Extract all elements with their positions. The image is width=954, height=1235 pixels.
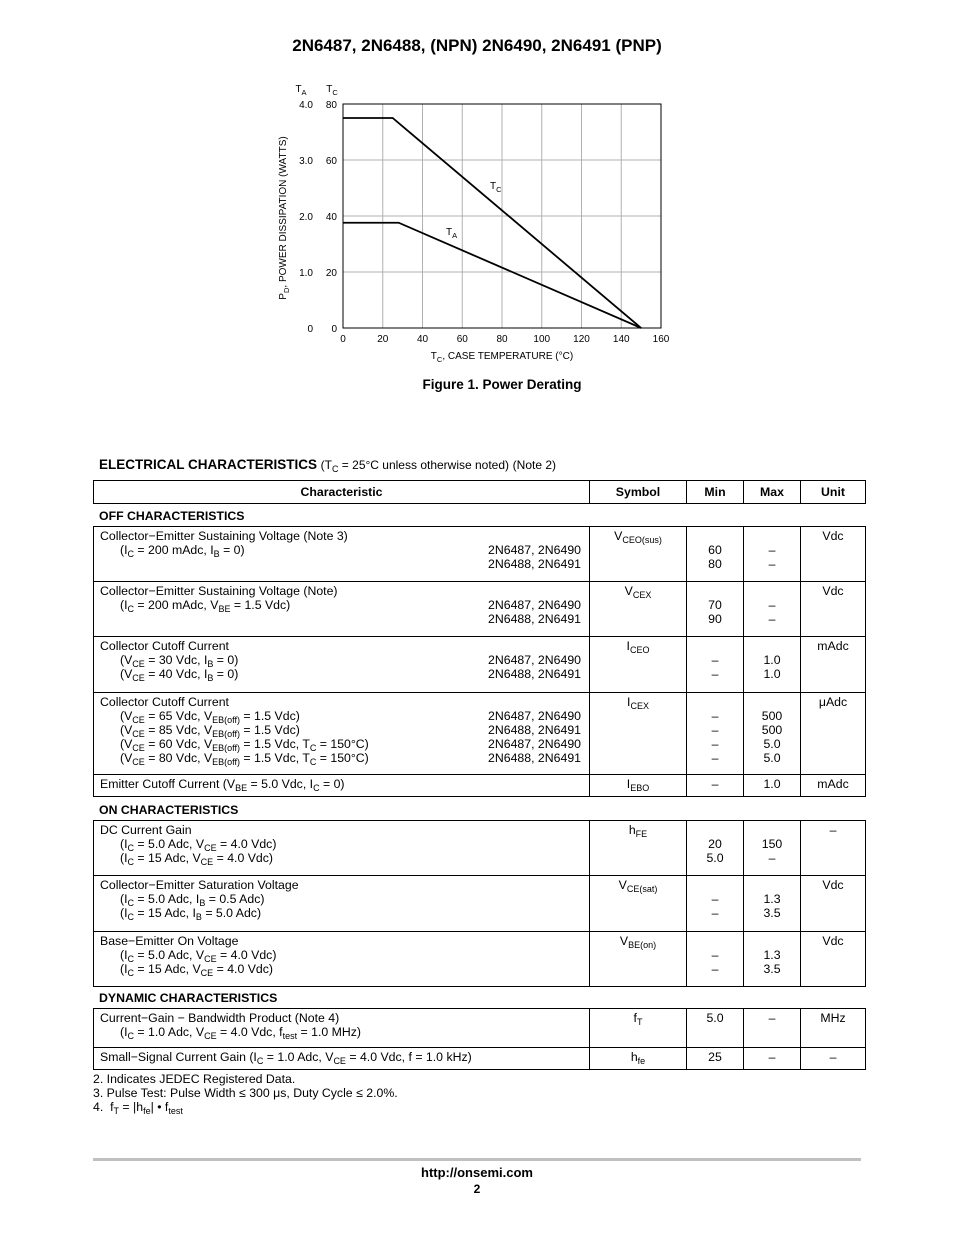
ec-table-on (93, 820, 866, 987)
unit-cell: mAdc (801, 637, 866, 693)
ec-table-header (93, 480, 866, 504)
max-cell: 1.0 (744, 775, 801, 797)
footer-url[interactable]: http://onsemi.com (421, 1165, 533, 1180)
min-cell: – (687, 775, 744, 797)
ec-condition: ($T_C = 25^\circ C$ unless otherwise noted) (320, 458, 510, 474)
characteristic-cell: Collector−Emitter Saturation Voltage ($I_C = 5.0$ Adc, $I_B = 0.5$ Adc) ($I_C = 15$ Adc, $I_B = 5.0$ Adc) (94, 876, 590, 932)
unit-cell: Vdc (801, 932, 866, 987)
x-tick-label: 60 (456, 334, 468, 345)
col-min: Min (687, 481, 744, 504)
ec-note: (Note 2) (512, 458, 557, 472)
page-title: 2N6487, 2N6488, (NPN) 2N6490, 2N6491 (PNP) (292, 36, 662, 55)
symbol-cell: $f_T$ (590, 1009, 687, 1048)
x-tick-label: 40 (416, 334, 429, 345)
unit-cell: – (801, 821, 866, 876)
characteristic-cell: Emitter Cutoff Current ($V_{BE} = 5.0$ Vdc, $I_C = 0$) (94, 775, 590, 797)
min-cell: – – – – (687, 693, 744, 775)
note-2: 2. Indicates JEDEC Registered Data. (93, 1072, 296, 1086)
symbol-cell: $V_{BE(on)}$ (590, 932, 687, 987)
table-row (94, 637, 866, 693)
axis-header-tc: $T_C$ (326, 84, 338, 97)
characteristic-cell: Small−Signal Current Gain ($I_C = 1.0$ Adc, $V_{CE} = 4.0$ Vdc, f = 1.0 kHz) (94, 1048, 590, 1070)
section-dynamic: DYNAMIC CHARACTERISTICS (99, 991, 278, 1005)
symbol-cell: $I_{CEX}$ (590, 693, 687, 775)
electrical-characteristics-heading (99, 457, 556, 472)
max-cell: 150 – (744, 821, 801, 876)
col-symbol: Symbol (590, 481, 687, 504)
table-row (94, 775, 866, 797)
col-characteristic: Characteristic (94, 481, 590, 504)
min-cell: 5.0 (687, 1009, 744, 1048)
min-cell: 25 (687, 1048, 744, 1070)
symbol-cell: $h_{fe}$ (590, 1048, 687, 1070)
note-3: 3. Pulse Test: Pulse Width ≤ 300 μs, Duty Cycle ≤ 2.0%. (93, 1086, 398, 1100)
unit-cell: μAdc (801, 693, 866, 775)
table-row (94, 1009, 866, 1048)
y-tick-label-ta: 2.0 (299, 212, 313, 223)
unit-cell: MHz (801, 1009, 866, 1048)
table-row (94, 527, 866, 582)
symbol-cell: $V_{CEO(sus)}$ (590, 527, 687, 582)
y-tick-label-ta: 3.0 (299, 156, 313, 167)
footnotes (93, 1072, 398, 1114)
y-axis-label: $P_D$, POWER DISSIPATION (WATTS) (278, 136, 291, 300)
max-cell: 1.3 3.5 (744, 876, 801, 932)
page-number: 2 (473, 1182, 481, 1196)
y-tick-label-tc: 60 (325, 156, 337, 167)
col-max: Max (744, 481, 801, 504)
min-cell: 60 80 (687, 527, 744, 582)
characteristic-cell: Collector−Emitter Sustaining Voltage (Note 3) ($I_C = 200$ mAdc, $I_B = 0$) 2N6487, 2N6490 2N6488, 2N6491 (94, 527, 590, 582)
characteristic-cell: Current−Gain − Bandwidth Product (Note 4) ($I_C = 1.0$ Adc, $V_{CE} = 4.0$ Vdc, $f_{test} = 1.0$ MHz) (94, 1009, 590, 1048)
symbol-cell: $V_{CEX}$ (590, 582, 687, 637)
min-cell: – – (687, 637, 744, 693)
power-derating-chart (270, 80, 690, 370)
max-cell: 1.3 3.5 (744, 932, 801, 987)
max-cell: – (744, 1009, 801, 1048)
table-row (94, 932, 866, 987)
characteristic-cell: DC Current Gain ($I_C = 5.0$ Adc, $V_{CE} = 4.0$ Vdc) ($I_C = 15$ Adc, $V_{CE} = 4.0$ Vdc) (94, 821, 590, 876)
x-tick-label: 0 (340, 334, 346, 345)
x-tick-label: 140 (612, 334, 630, 345)
x-tick-label: 120 (573, 334, 590, 345)
characteristic-cell: Base−Emitter On Voltage ($I_C = 5.0$ Adc, $V_{CE} = 4.0$ Vdc) ($I_C = 15$ Adc, $V_{CE} = 4.0$ Vdc) (94, 932, 590, 987)
x-tick-label: 160 (652, 334, 670, 345)
characteristic-cell: Collector Cutoff Current ($V_{CE} = 30$ Vdc, $I_B = 0$) ($V_{CE} = 40$ Vdc, $I_B = 0$) 2N6487, 2N6490 2N6488, 2N6491 (94, 637, 590, 693)
table-row (94, 582, 866, 637)
x-tick-label: 100 (533, 334, 551, 345)
y-tick-label-tc: 40 (325, 212, 337, 223)
footer-divider (93, 1158, 861, 1161)
symbol-cell: $I_{CEO}$ (590, 637, 687, 693)
x-tick-label: 20 (377, 334, 389, 345)
symbol-cell: $V_{CE(sat)}$ (590, 876, 687, 932)
section-on: ON CHARACTERISTICS (99, 803, 239, 817)
axis-header-ta: $T_A$ (295, 84, 307, 97)
characteristic-cell: Collector−Emitter Sustaining Voltage (Note) ($I_C = 200$ mAdc, $V_{BE} = 1.5$ Vdc) 2N6487, 2N6490 2N6488, 2N6491 (94, 582, 590, 637)
ec-title: ELECTRICAL CHARACTERISTICS (99, 457, 318, 472)
series-line-ta (343, 223, 641, 328)
table-row (94, 1048, 866, 1070)
unit-cell: Vdc (801, 527, 866, 582)
y-tick-label-tc: 80 (325, 100, 337, 111)
min-cell: 70 90 (687, 582, 744, 637)
max-cell: – (744, 1048, 801, 1070)
symbol-cell: $h_{FE}$ (590, 821, 687, 876)
x-tick-label: 80 (496, 334, 508, 345)
ec-table-dynamic (93, 1008, 866, 1070)
figure-caption: Figure 1. Power Derating (422, 377, 582, 392)
min-cell: 20 5.0 (687, 821, 744, 876)
max-cell: – – (744, 527, 801, 582)
chart-svg (270, 80, 690, 370)
max-cell: – – (744, 582, 801, 637)
max-cell: 500 500 5.0 5.0 (744, 693, 801, 775)
max-cell: 1.0 1.0 (744, 637, 801, 693)
table-row (94, 876, 866, 932)
unit-cell: Vdc (801, 876, 866, 932)
characteristic-cell: Collector Cutoff Current ($V_{CE} = 65$ Vdc, $V_{EB(off)} = 1.5$ Vdc) ($V_{CE} = 85$ Vdc, $V_{EB(off)} = 1.5$ Vdc) ($V_{CE} = 60$ Vdc, $V_{EB(off)} = 1.5$ Vdc, $T_C = 150^\circ C$) ($V_{CE} = 80$ Vdc, $V_{EB(off)} = 1.5$ Vdc, $T_C = 150^\circ C$) 2N6487, 2N6490 2N6488, 2N6491 2N6487, 2N6490 2N6488, 2N6491 (94, 693, 590, 775)
section-off: OFF CHARACTERISTICS (99, 509, 245, 523)
min-cell: – – (687, 932, 744, 987)
series-label-ta: $T_A$ (446, 227, 458, 240)
symbol-cell: $I_{EBO}$ (590, 775, 687, 797)
y-tick-label-tc: 0 (331, 324, 337, 335)
min-cell: – – (687, 876, 744, 932)
col-unit: Unit (801, 481, 866, 504)
table-row (94, 821, 866, 876)
unit-cell: Vdc (801, 582, 866, 637)
y-tick-label-ta: 0 (307, 324, 313, 335)
note-4: 4. $f_T = |h_{fe}|$ • $f_{test}$ (93, 1100, 183, 1116)
series-label-tc: $T_C$ (490, 181, 502, 194)
table-row (94, 693, 866, 775)
y-tick-label-ta: 1.0 (299, 268, 313, 279)
y-tick-label-tc: 20 (325, 268, 337, 279)
y-tick-label-ta: 4.0 (299, 100, 313, 111)
x-axis-label: $T_C$, CASE TEMPERATURE (°C) (430, 351, 574, 364)
ec-table-off (93, 526, 866, 797)
unit-cell: mAdc (801, 775, 866, 797)
unit-cell: – (801, 1048, 866, 1070)
